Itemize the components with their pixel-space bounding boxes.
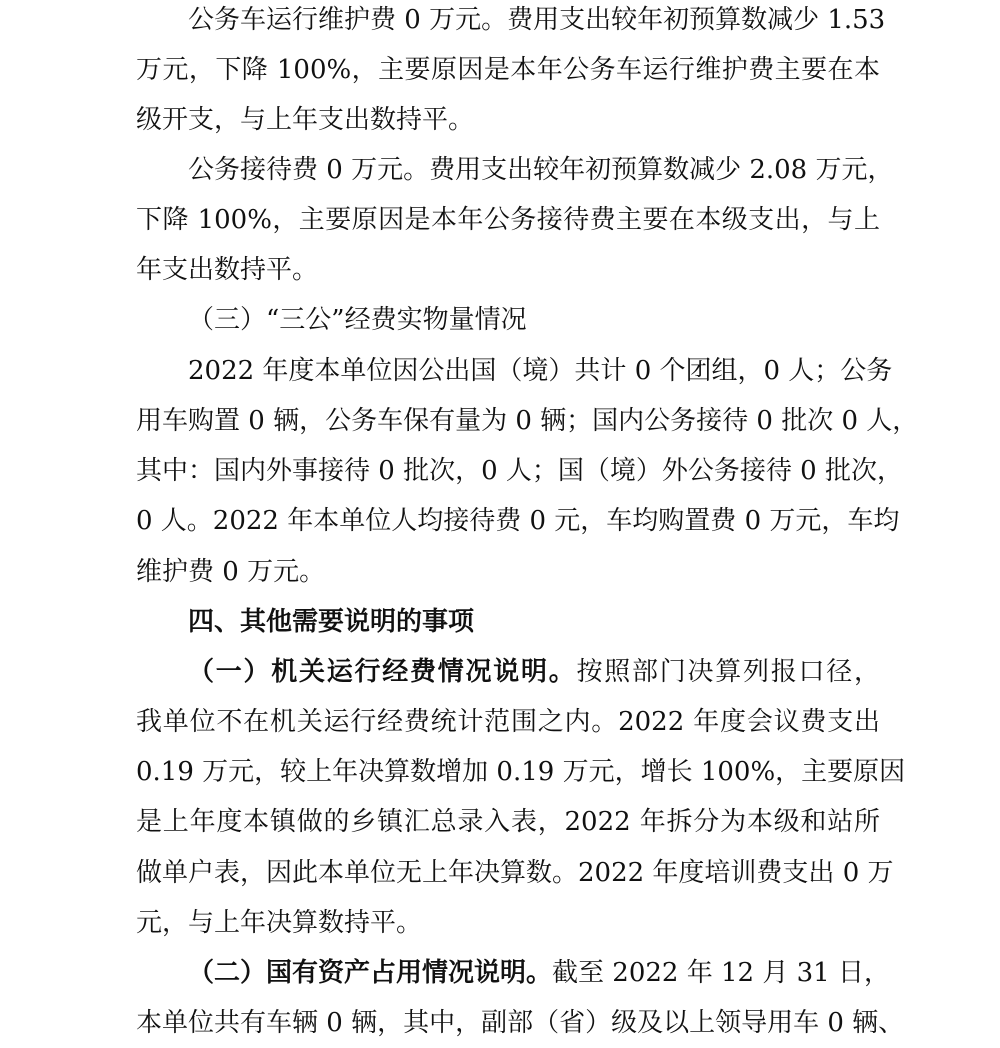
paragraph-line: 公务车运行维护费 0 万元。费用支出较年初预算数减少 1.53 [188,5,886,35]
paragraph-line: 是上年度本镇做的乡镇汇总录入表，2022 年拆分为本级和站所 [136,807,880,837]
paragraph-line: 做单户表，因此本单位无上年决算数。2022 年度培训费支出 0 万 [136,858,894,888]
paragraph-line: 我单位不在机关运行经费统计范围之内。2022 年度会议费支出 [136,707,880,737]
paragraph-line: 用车购置 0 辆，公务车保有量为 0 辆；国内公务接待 0 批次 0 人， [136,406,919,436]
section-heading: 四、其他需要说明的事项 [188,607,475,637]
paragraph-text: 按照部门决算列报口径， [576,657,880,687]
paragraph-line: 公务接待费 0 万元。费用支出较年初预算数减少 2.08 万元， [188,155,894,185]
subsection-heading: （一）机关运行经费情况说明。 [188,657,577,687]
paragraph-line: 0.19 万元，较上年决算数增加 0.19 万元，增长 100%，主要原因 [136,757,906,787]
paragraph-line: 2022 年度本单位因公出国（境）共计 0 个团组，0 人；公务 [188,356,893,386]
paragraph-line: 维护费 0 万元。 [136,557,326,587]
paragraph-line [188,647,880,697]
paragraph-line: 元，与上年决算数持平。 [136,908,423,938]
subsection-heading: （二）国有资产占用情况说明。 [188,958,553,988]
paragraph-line: 本单位共有车辆 0 辆，其中，副部（省）级及以上领导用车 0 辆、 [136,1008,905,1038]
paragraph-line: 下降 100%，主要原因是本年公务接待费主要在本级支出，与上 [136,205,880,235]
section-heading: （三）“三公”经费实物量情况 [188,305,527,335]
paragraph-line: 其中：国内外事接待 0 批次，0 人；国（境）外公务接待 0 批次， [136,456,903,486]
paragraph-text: 截至 2022 年 12 月 31 日， [552,958,890,988]
paragraph-line: 年支出数持平。 [136,255,319,285]
paragraph-line: 万元，下降 100%，主要原因是本年公务车运行维护费主要在本 [136,55,880,85]
paragraph-line [188,948,890,998]
paragraph-line: 0 人。2022 年本单位人均接待费 0 元，车均购置费 0 万元，车均 [136,506,900,536]
paragraph-line: 级开支，与上年支出数持平。 [136,105,475,135]
